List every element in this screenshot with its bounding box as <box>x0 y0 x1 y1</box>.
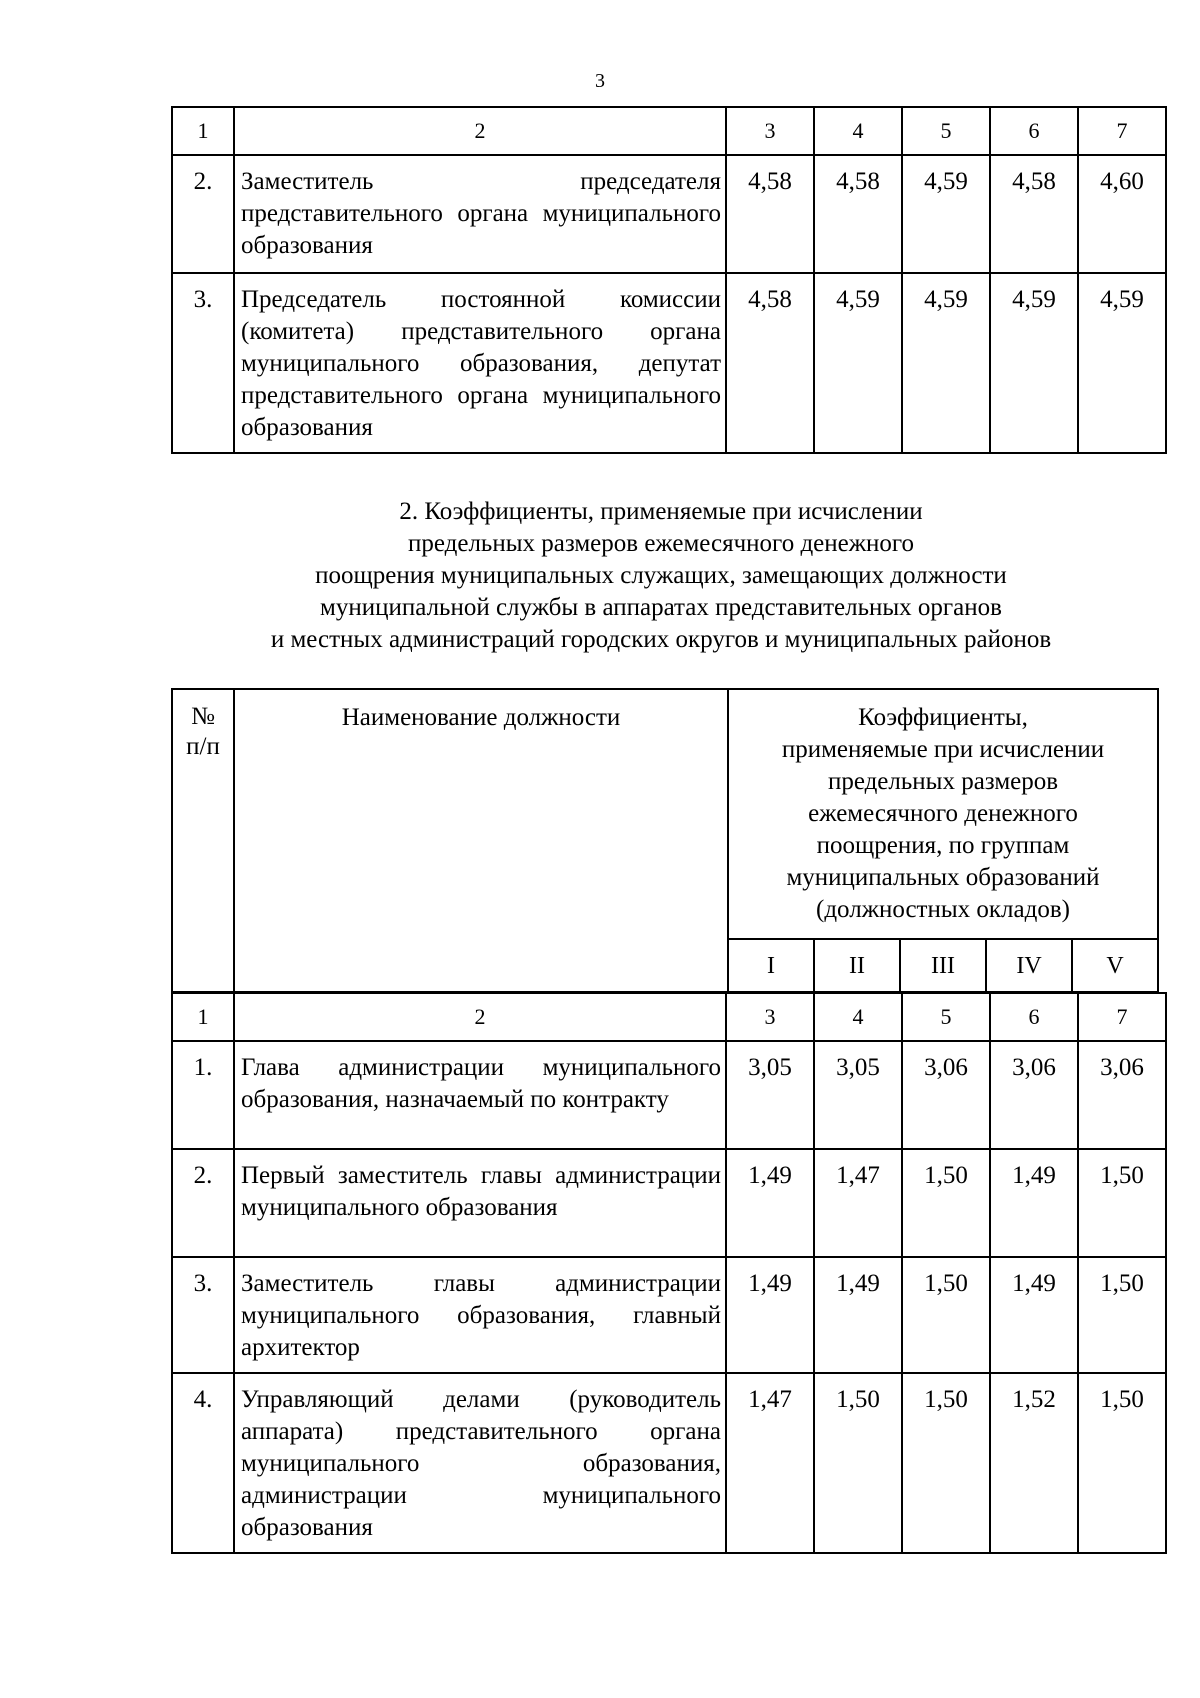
coef-group-3: 3,06 <box>902 1041 990 1149</box>
coef-group-4: 3,06 <box>990 1041 1078 1149</box>
header-coef-line: предельных размеров <box>827 768 1059 795</box>
position-name: Глава администрации муниципального образования, назначаемый по контракту <box>234 1041 726 1149</box>
coef-group-5: 4,59 <box>1078 273 1166 453</box>
table-row <box>172 1373 1166 1553</box>
header-position-name: Наименование должности <box>234 689 728 992</box>
coef-group-2: 4,58 <box>814 155 902 273</box>
header-coef-line: (должностных окладов) <box>816 896 1070 923</box>
coef-group-1: 1,47 <box>726 1373 814 1553</box>
coef-group-2: 1,50 <box>814 1373 902 1553</box>
position-name: Заместитель главы администрации муниципального образования, главный архитектор <box>234 1257 726 1373</box>
coef-group-4: 1,49 <box>990 1257 1078 1373</box>
section-title-line: и местных администраций городских округов и муниципальных районов <box>270 626 1052 653</box>
coef-group-4: 1,52 <box>990 1373 1078 1553</box>
table-header <box>171 688 1159 993</box>
coef-group-5: 3,06 <box>1078 1041 1166 1149</box>
col-number-6: 6 <box>990 107 1078 155</box>
header-coef-line: поощрения, по группам <box>816 832 1070 859</box>
coef-group-4: 4,59 <box>990 273 1078 453</box>
header-number-label: п/п <box>186 733 220 760</box>
row-number: 4. <box>172 1373 234 1553</box>
coef-group-2: 3,05 <box>814 1041 902 1149</box>
coef-group-5: 4,60 <box>1078 155 1166 273</box>
header-number-symbol: № <box>191 703 215 730</box>
col-number-7: 7 <box>1078 107 1166 155</box>
row-number: 2. <box>172 155 234 273</box>
coef-group-1: 4,58 <box>726 273 814 453</box>
section-title-line: муниципальной службы в аппаратах представительных органов <box>320 594 1002 621</box>
group-label: III <box>900 939 986 992</box>
page-number: 3 <box>595 70 605 92</box>
coef-group-2: 1,49 <box>814 1257 902 1373</box>
coef-group-2: 4,59 <box>814 273 902 453</box>
coef-group-5: 1,50 <box>1078 1149 1166 1257</box>
header-coef-line: ежемесячного денежного <box>808 800 1078 827</box>
table-row <box>172 273 1166 453</box>
coef-group-1: 3,05 <box>726 1041 814 1149</box>
col-number-2: 2 <box>234 107 726 155</box>
header-coef-line: применяемые при исчислении <box>781 736 1105 763</box>
section-title-line: 2. Коэффициенты, применяемые при исчислении <box>399 498 923 525</box>
row-number: 2. <box>172 1149 234 1257</box>
table-row <box>172 1041 1166 1149</box>
row-number: 3. <box>172 1257 234 1373</box>
position-name: Председатель постоянной комиссии (комитета) представительного органа муниципального образования, депутат представительного органа муниципального образования <box>234 273 726 453</box>
position-name: Управляющий делами (руководитель аппарата) представительного органа муниципального образования, администрации муниципального образования <box>234 1373 726 1553</box>
position-name: Заместитель председателя представительного органа муниципального образования <box>234 155 726 273</box>
group-label: IV <box>986 939 1072 992</box>
col-number-3: 3 <box>726 993 814 1041</box>
group-label: I <box>728 939 814 992</box>
coef-group-5: 1,50 <box>1078 1257 1166 1373</box>
col-number-4: 4 <box>814 107 902 155</box>
table-row <box>172 1149 1166 1257</box>
coef-group-1: 1,49 <box>726 1149 814 1257</box>
table-body <box>171 992 1167 1554</box>
coef-group-4: 1,49 <box>990 1149 1078 1257</box>
section-title-line: поощрения муниципальных служащих, замещающих должности <box>315 562 1007 589</box>
coef-group-1: 1,49 <box>726 1257 814 1373</box>
column-number-row <box>172 993 1166 1041</box>
coef-group-3: 1,50 <box>902 1373 990 1553</box>
header-number <box>172 689 234 992</box>
row-number: 3. <box>172 273 234 453</box>
coef-group-5: 1,50 <box>1078 1373 1166 1553</box>
section-title <box>171 496 1151 656</box>
table-continuation <box>171 106 1167 454</box>
header-coefficients <box>728 689 1158 939</box>
coef-group-2: 1,47 <box>814 1149 902 1257</box>
col-number-1: 1 <box>172 107 234 155</box>
col-number-7: 7 <box>1078 993 1166 1041</box>
group-label: II <box>814 939 900 992</box>
row-number: 1. <box>172 1041 234 1149</box>
coef-group-1: 4,58 <box>726 155 814 273</box>
col-number-2: 2 <box>234 993 726 1041</box>
column-number-row <box>172 107 1166 155</box>
coef-group-4: 4,58 <box>990 155 1078 273</box>
section-title-line: предельных размеров ежемесячного денежного <box>407 530 915 557</box>
header-coef-line: муниципальных образований <box>786 864 1100 891</box>
col-number-4: 4 <box>814 993 902 1041</box>
table-row <box>172 1257 1166 1373</box>
header-coef-line: Коэффициенты, <box>858 704 1028 731</box>
group-label: V <box>1072 939 1158 992</box>
table-row <box>172 155 1166 273</box>
position-name: Первый заместитель главы администрации муниципального образования <box>234 1149 726 1257</box>
coef-group-3: 1,50 <box>902 1149 990 1257</box>
col-number-6: 6 <box>990 993 1078 1041</box>
coef-group-3: 1,50 <box>902 1257 990 1373</box>
col-number-5: 5 <box>902 107 990 155</box>
coef-group-3: 4,59 <box>902 273 990 453</box>
col-number-3: 3 <box>726 107 814 155</box>
col-number-1: 1 <box>172 993 234 1041</box>
coef-group-3: 4,59 <box>902 155 990 273</box>
col-number-5: 5 <box>902 993 990 1041</box>
